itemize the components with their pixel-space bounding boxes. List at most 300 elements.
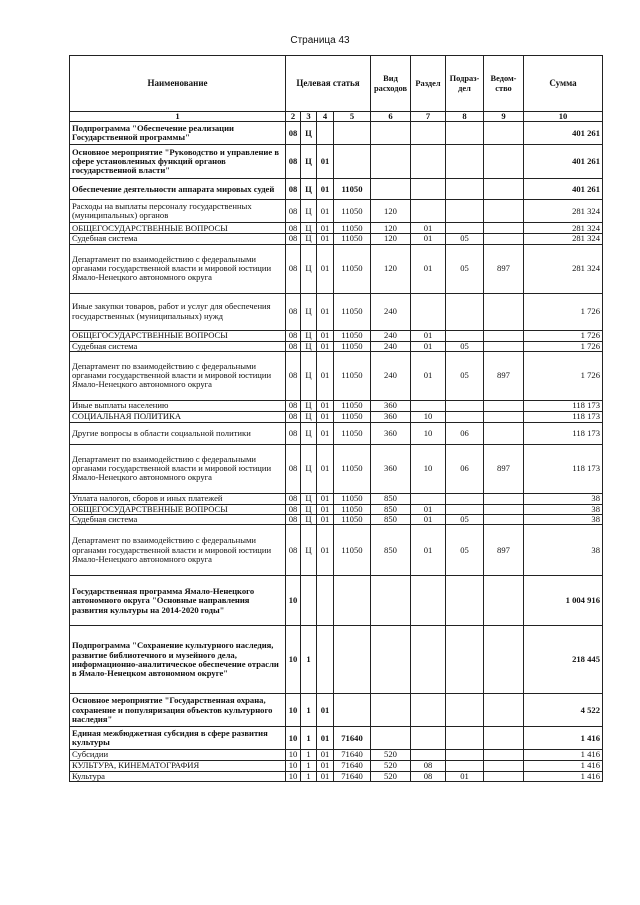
row-code-c9 — [484, 422, 524, 444]
row-code-c6: 520 — [371, 760, 411, 771]
header-subsection: Подраз-дел — [446, 56, 484, 112]
row-code-c3: Ц — [301, 422, 317, 444]
row-code-c4: 01 — [317, 727, 334, 750]
row-code-c5 — [334, 694, 371, 727]
row-sum: 281 324 — [524, 234, 603, 244]
row-code-c2: 08 — [286, 179, 301, 200]
row-name: Единая межбюджетная субсидия в сфере развития культуры — [70, 727, 286, 750]
table-row — [70, 626, 603, 694]
row-code-c5 — [334, 122, 371, 145]
row-code-c7 — [411, 122, 446, 145]
row-code-c7 — [411, 694, 446, 727]
row-code-c8 — [446, 626, 484, 694]
row-code-c8 — [446, 760, 484, 771]
row-code-c3: Ц — [301, 411, 317, 422]
row-code-c3: 1 — [301, 750, 317, 760]
row-code-c3: Ц — [301, 179, 317, 200]
row-code-c5: 71640 — [334, 727, 371, 750]
row-code-c5: 11050 — [334, 200, 371, 223]
row-code-c7 — [411, 727, 446, 750]
row-code-c4: 01 — [317, 444, 334, 493]
row-code-c4: 01 — [317, 400, 334, 411]
row-name: Департамент по взаимодействию с федеральными органами государственной власти и мировой юстиции Ямало-Ненецкого автономного округа — [70, 444, 286, 493]
row-code-c5: 71640 — [334, 750, 371, 760]
row-code-c6 — [371, 122, 411, 145]
header-department: Ведом-ство — [484, 56, 524, 112]
row-code-c7: 01 — [411, 341, 446, 351]
table-row — [70, 493, 603, 504]
row-code-c7 — [411, 400, 446, 411]
table-row — [70, 771, 603, 781]
row-code-c9 — [484, 293, 524, 330]
row-code-c2: 08 — [286, 525, 301, 576]
row-code-c9 — [484, 179, 524, 200]
row-name: Основное мероприятие "Государственная охрана, сохранение и популяризация объектов культурного наследия" — [70, 694, 286, 727]
row-code-c3: Ц — [301, 234, 317, 244]
row-code-c9 — [484, 515, 524, 525]
row-sum: 281 324 — [524, 244, 603, 293]
row-code-c3: Ц — [301, 493, 317, 504]
column-number: 2 — [286, 112, 301, 122]
row-code-c9 — [484, 223, 524, 234]
row-code-c4: 01 — [317, 411, 334, 422]
row-code-c2: 08 — [286, 145, 301, 179]
row-code-c9: 897 — [484, 351, 524, 400]
row-code-c3: Ц — [301, 351, 317, 400]
row-code-c6 — [371, 179, 411, 200]
row-code-c3 — [301, 576, 317, 626]
row-code-c6: 240 — [371, 351, 411, 400]
row-code-c6: 120 — [371, 223, 411, 234]
row-code-c5: 71640 — [334, 771, 371, 781]
row-name: Государственная программа Ямало-Ненецкого автономного округа "Основные направления развития культуры на 2014-2020 годы" — [70, 576, 286, 626]
row-code-c8 — [446, 200, 484, 223]
row-code-c9 — [484, 626, 524, 694]
row-code-c9 — [484, 122, 524, 145]
table-row — [70, 444, 603, 493]
column-number: 9 — [484, 112, 524, 122]
row-name: Подпрограмма "Сохранение культурного наследия, развитие библиотечного и музейного дела, информационно-аналитическое обеспечение отрасли в Ямало-Ненецком автономном округе" — [70, 626, 286, 694]
row-code-c9 — [484, 400, 524, 411]
row-name: Основное мероприятие "Руководство и управление в сфере установленных функций органов государственной власти" — [70, 145, 286, 179]
row-code-c2: 08 — [286, 493, 301, 504]
row-code-c9 — [484, 411, 524, 422]
table-row — [70, 122, 603, 145]
row-sum: 1 726 — [524, 330, 603, 341]
row-code-c5: 71640 — [334, 760, 371, 771]
row-code-c2: 10 — [286, 727, 301, 750]
row-sum: 118 173 — [524, 422, 603, 444]
row-code-c9 — [484, 145, 524, 179]
row-code-c7: 01 — [411, 234, 446, 244]
row-code-c5: 11050 — [334, 493, 371, 504]
row-code-c6 — [371, 694, 411, 727]
row-sum: 38 — [524, 504, 603, 514]
row-code-c5 — [334, 576, 371, 626]
row-code-c9 — [484, 771, 524, 781]
row-code-c9 — [484, 234, 524, 244]
row-code-c5: 11050 — [334, 223, 371, 234]
row-code-c6: 240 — [371, 293, 411, 330]
row-code-c7 — [411, 493, 446, 504]
row-name: Обеспечение деятельности аппарата мировых судей — [70, 179, 286, 200]
row-code-c5: 11050 — [334, 293, 371, 330]
row-code-c8 — [446, 727, 484, 750]
row-code-c9 — [484, 750, 524, 760]
row-code-c8 — [446, 145, 484, 179]
row-name: Судебная система — [70, 234, 286, 244]
table-row — [70, 760, 603, 771]
table-row — [70, 223, 603, 234]
header-row — [70, 56, 603, 112]
row-code-c7: 10 — [411, 422, 446, 444]
row-code-c4: 01 — [317, 351, 334, 400]
row-sum: 1 416 — [524, 750, 603, 760]
row-code-c8 — [446, 122, 484, 145]
row-code-c8 — [446, 504, 484, 514]
row-sum: 218 445 — [524, 626, 603, 694]
row-code-c4: 01 — [317, 525, 334, 576]
row-code-c8 — [446, 400, 484, 411]
row-code-c2: 08 — [286, 422, 301, 444]
column-number: 5 — [334, 112, 371, 122]
row-code-c2: 08 — [286, 293, 301, 330]
row-code-c8: 05 — [446, 234, 484, 244]
row-code-c6: 360 — [371, 422, 411, 444]
header-sum: Сумма — [524, 56, 603, 112]
row-code-c5: 11050 — [334, 504, 371, 514]
row-name: СОЦИАЛЬНАЯ ПОЛИТИКА — [70, 411, 286, 422]
row-code-c4: 01 — [317, 422, 334, 444]
row-code-c8: 06 — [446, 422, 484, 444]
row-code-c5: 11050 — [334, 244, 371, 293]
table-row — [70, 179, 603, 200]
page-label: Страница 43 — [290, 35, 350, 46]
row-code-c8: 05 — [446, 244, 484, 293]
row-code-c7 — [411, 293, 446, 330]
row-sum: 1 726 — [524, 351, 603, 400]
row-code-c3: Ц — [301, 444, 317, 493]
row-sum: 401 261 — [524, 145, 603, 179]
row-code-c6: 360 — [371, 411, 411, 422]
row-code-c6: 240 — [371, 330, 411, 341]
row-sum: 1 416 — [524, 727, 603, 750]
row-code-c5 — [334, 626, 371, 694]
row-code-c8 — [446, 179, 484, 200]
row-code-c4: 01 — [317, 760, 334, 771]
row-code-c2: 08 — [286, 444, 301, 493]
row-code-c9 — [484, 341, 524, 351]
table-row — [70, 525, 603, 576]
row-name: ОБЩЕГОСУДАРСТВЕННЫЕ ВОПРОСЫ — [70, 504, 286, 514]
row-name: Культура — [70, 771, 286, 781]
row-code-c7: 01 — [411, 515, 446, 525]
row-code-c9 — [484, 200, 524, 223]
row-code-c6: 120 — [371, 244, 411, 293]
column-number: 1 — [70, 112, 286, 122]
row-name: Судебная система — [70, 515, 286, 525]
row-code-c8 — [446, 411, 484, 422]
row-code-c2: 08 — [286, 351, 301, 400]
row-code-c6: 850 — [371, 525, 411, 576]
row-code-c5: 11050 — [334, 351, 371, 400]
row-code-c3: 1 — [301, 771, 317, 781]
row-code-c2: 10 — [286, 626, 301, 694]
table-row — [70, 293, 603, 330]
row-code-c8 — [446, 493, 484, 504]
row-sum: 4 522 — [524, 694, 603, 727]
column-number-row — [70, 112, 603, 122]
row-name: Департамент по взаимодействию с федеральными органами государственной власти и мировой юстиции Ямало-Ненецкого автономного округа — [70, 244, 286, 293]
row-code-c2: 08 — [286, 504, 301, 514]
column-number: 8 — [446, 112, 484, 122]
row-code-c4: 01 — [317, 200, 334, 223]
row-code-c2: 08 — [286, 234, 301, 244]
row-code-c2: 08 — [286, 341, 301, 351]
table-row — [70, 504, 603, 514]
row-code-c6: 850 — [371, 504, 411, 514]
table-row — [70, 234, 603, 244]
row-code-c2: 08 — [286, 515, 301, 525]
row-code-c3: Ц — [301, 293, 317, 330]
row-code-c5 — [334, 145, 371, 179]
row-code-c7: 01 — [411, 223, 446, 234]
row-code-c3: Ц — [301, 122, 317, 145]
row-sum: 1 726 — [524, 293, 603, 330]
row-code-c4: 01 — [317, 179, 334, 200]
row-code-c6 — [371, 727, 411, 750]
row-code-c4: 01 — [317, 504, 334, 514]
row-code-c6: 520 — [371, 771, 411, 781]
row-code-c5: 11050 — [334, 341, 371, 351]
row-name: Иные закупки товаров, работ и услуг для обеспечения государственных (муниципальных) нужд — [70, 293, 286, 330]
row-name: Иные выплаты населению — [70, 400, 286, 411]
row-code-c9 — [484, 727, 524, 750]
row-code-c3: 1 — [301, 760, 317, 771]
row-code-c2: 10 — [286, 750, 301, 760]
row-code-c3: 1 — [301, 727, 317, 750]
row-sum: 281 324 — [524, 223, 603, 234]
row-sum: 281 324 — [524, 200, 603, 223]
row-code-c4: 01 — [317, 493, 334, 504]
table-row — [70, 694, 603, 727]
table-row — [70, 515, 603, 525]
row-code-c6 — [371, 626, 411, 694]
row-code-c6: 850 — [371, 493, 411, 504]
row-code-c7: 01 — [411, 525, 446, 576]
row-code-c7: 01 — [411, 330, 446, 341]
row-code-c4: 01 — [317, 771, 334, 781]
column-number: 10 — [524, 112, 603, 122]
row-code-c6: 850 — [371, 515, 411, 525]
row-code-c3: Ц — [301, 330, 317, 341]
row-code-c8: 05 — [446, 525, 484, 576]
table-row — [70, 145, 603, 179]
row-code-c3: 1 — [301, 694, 317, 727]
row-code-c8 — [446, 293, 484, 330]
column-number: 4 — [317, 112, 334, 122]
row-code-c4: 01 — [317, 330, 334, 341]
row-code-c8 — [446, 223, 484, 234]
row-code-c7 — [411, 179, 446, 200]
header-expense-type: Вид расходов — [371, 56, 411, 112]
row-code-c4: 01 — [317, 515, 334, 525]
row-code-c2: 10 — [286, 771, 301, 781]
row-code-c4: 01 — [317, 145, 334, 179]
table-row — [70, 411, 603, 422]
row-code-c4: 01 — [317, 244, 334, 293]
row-code-c4 — [317, 626, 334, 694]
table-row — [70, 330, 603, 341]
column-number: 3 — [301, 112, 317, 122]
row-code-c9: 897 — [484, 244, 524, 293]
row-code-c4: 01 — [317, 694, 334, 727]
column-number: 7 — [411, 112, 446, 122]
row-code-c8 — [446, 694, 484, 727]
row-code-c7 — [411, 200, 446, 223]
row-sum: 118 173 — [524, 444, 603, 493]
table-row — [70, 422, 603, 444]
table-row — [70, 244, 603, 293]
row-code-c2: 08 — [286, 330, 301, 341]
row-name: Подпрограмма "Обеспечение реализации Государственной программы" — [70, 122, 286, 145]
row-code-c8: 05 — [446, 351, 484, 400]
row-code-c4: 01 — [317, 750, 334, 760]
row-code-c3: Ц — [301, 244, 317, 293]
table-row — [70, 727, 603, 750]
row-code-c9 — [484, 330, 524, 341]
row-code-c8: 01 — [446, 771, 484, 781]
row-name: Департамент по взаимодействию с федеральными органами государственной власти и мировой юстиции Ямало-Ненецкого автономного округа — [70, 525, 286, 576]
row-code-c7: 10 — [411, 444, 446, 493]
column-number: 6 — [371, 112, 411, 122]
row-code-c9 — [484, 493, 524, 504]
table-row — [70, 351, 603, 400]
row-code-c4 — [317, 576, 334, 626]
row-code-c6: 120 — [371, 234, 411, 244]
row-code-c4: 01 — [317, 293, 334, 330]
table-body — [70, 122, 603, 782]
row-code-c4: 01 — [317, 341, 334, 351]
row-code-c3: Ц — [301, 525, 317, 576]
row-code-c8 — [446, 330, 484, 341]
row-code-c3: Ц — [301, 515, 317, 525]
row-code-c6 — [371, 576, 411, 626]
row-code-c9 — [484, 504, 524, 514]
row-code-c8 — [446, 750, 484, 760]
row-code-c2: 10 — [286, 576, 301, 626]
row-code-c4: 01 — [317, 234, 334, 244]
row-name: Субсидии — [70, 750, 286, 760]
row-code-c7 — [411, 576, 446, 626]
row-code-c7: 10 — [411, 411, 446, 422]
row-name: КУЛЬТУРА, КИНЕМАТОГРАФИЯ — [70, 760, 286, 771]
row-name: Судебная система — [70, 341, 286, 351]
row-code-c7: 01 — [411, 351, 446, 400]
row-name: ОБЩЕГОСУДАРСТВЕННЫЕ ВОПРОСЫ — [70, 330, 286, 341]
row-code-c8: 05 — [446, 515, 484, 525]
row-code-c7 — [411, 626, 446, 694]
row-code-c2: 08 — [286, 223, 301, 234]
row-code-c3: Ц — [301, 341, 317, 351]
header-name: Наименование — [70, 56, 286, 112]
row-code-c6: 360 — [371, 444, 411, 493]
row-name: Уплата налогов, сборов и иных платежей — [70, 493, 286, 504]
row-code-c5: 11050 — [334, 444, 371, 493]
row-code-c2: 10 — [286, 694, 301, 727]
row-name: ОБЩЕГОСУДАРСТВЕННЫЕ ВОПРОСЫ — [70, 223, 286, 234]
table-row — [70, 341, 603, 351]
row-code-c4 — [317, 122, 334, 145]
row-code-c8: 05 — [446, 341, 484, 351]
row-code-c9 — [484, 760, 524, 771]
row-name: Департамент по взаимодействию с федеральными органами государственной власти и мировой юстиции Ямало-Ненецкого автономного округа — [70, 351, 286, 400]
row-code-c9: 897 — [484, 525, 524, 576]
row-name: Другие вопросы в области социальной политики — [70, 422, 286, 444]
header-section: Раздел — [411, 56, 446, 112]
row-code-c5: 11050 — [334, 400, 371, 411]
row-code-c5: 11050 — [334, 234, 371, 244]
row-name: Расходы на выплаты персоналу государственных (муниципальных) органов — [70, 200, 286, 223]
table-row — [70, 750, 603, 760]
row-code-c5: 11050 — [334, 179, 371, 200]
row-code-c3: 1 — [301, 626, 317, 694]
row-code-c7 — [411, 145, 446, 179]
row-sum: 38 — [524, 525, 603, 576]
row-code-c2: 08 — [286, 244, 301, 293]
row-code-c7: 08 — [411, 771, 446, 781]
row-code-c5: 11050 — [334, 525, 371, 576]
row-code-c9 — [484, 576, 524, 626]
row-code-c5: 11050 — [334, 330, 371, 341]
row-code-c6: 520 — [371, 750, 411, 760]
row-code-c2: 10 — [286, 760, 301, 771]
row-code-c9 — [484, 694, 524, 727]
row-code-c6: 240 — [371, 341, 411, 351]
header-target-article: Целевая статья — [286, 56, 371, 112]
row-code-c7: 08 — [411, 760, 446, 771]
row-code-c7: 01 — [411, 504, 446, 514]
row-code-c5: 11050 — [334, 411, 371, 422]
row-code-c2: 08 — [286, 400, 301, 411]
row-code-c5: 11050 — [334, 515, 371, 525]
row-sum: 118 173 — [524, 411, 603, 422]
row-code-c3: Ц — [301, 145, 317, 179]
row-sum: 1 416 — [524, 760, 603, 771]
row-code-c7 — [411, 750, 446, 760]
budget-table — [69, 55, 603, 782]
row-code-c7: 01 — [411, 244, 446, 293]
row-sum: 38 — [524, 493, 603, 504]
row-code-c8: 06 — [446, 444, 484, 493]
row-sum: 118 173 — [524, 400, 603, 411]
table-row — [70, 576, 603, 626]
row-code-c2: 08 — [286, 411, 301, 422]
row-code-c2: 08 — [286, 200, 301, 223]
table-row — [70, 200, 603, 223]
row-code-c3: Ц — [301, 200, 317, 223]
row-code-c6: 360 — [371, 400, 411, 411]
row-code-c2: 08 — [286, 122, 301, 145]
row-code-c3: Ц — [301, 400, 317, 411]
row-sum: 401 261 — [524, 122, 603, 145]
row-code-c3: Ц — [301, 504, 317, 514]
row-code-c5: 11050 — [334, 422, 371, 444]
row-sum: 1 416 — [524, 771, 603, 781]
row-code-c6 — [371, 145, 411, 179]
row-code-c3: Ц — [301, 223, 317, 234]
row-code-c6: 120 — [371, 200, 411, 223]
